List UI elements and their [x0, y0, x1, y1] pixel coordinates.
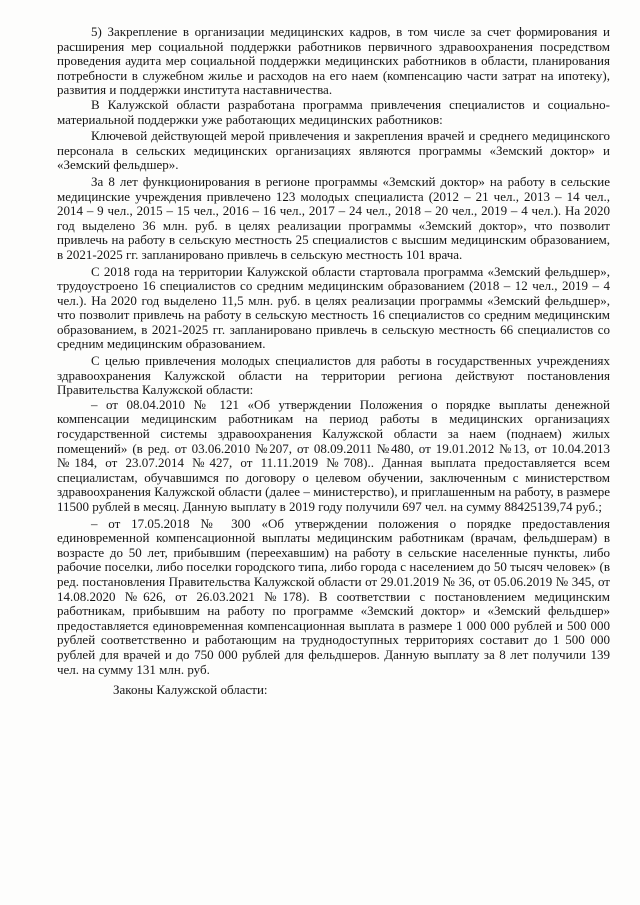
paragraph-program-intro: В Калужской области разработана программа привлечения специалистов и социально-материальной поддержки уже работающих медицинских работников: [57, 96, 610, 127]
paragraph-government-resolutions: С целью привлечения молодых специалистов для работы в государственных учреждениях здравоохранения Калужской области на территории региона действуют постановления Правительства Калужской области: [57, 353, 610, 398]
paragraph-zemsky-feldsher: С 2018 года на территории Калужской области стартовала программа «Земский фельдшер», трудоустроено 16 специалистов со средним медицинским образованием (2018 – 12 чел., 2019 – 4 чел.). На 2020 год выделено 11,5 млн. руб. в целях реализации программы «Земский фельдшер», что позволит привлечь на работу в сельскую местность 16 специалистов со средним медицинским образованием, в 2021-2025 гг. запланировано привлечь в сельскую местность 66 специалистов со средним медицинским образованием. [57, 263, 610, 352]
paragraph-key-measure: Ключевой действующей мерой привлечения и закрепления врачей и среднего медицинского персонала в сельских медицинских организациях являются программы «Земский доктор» и «Земский фельдшер». [57, 128, 610, 173]
paragraph-zemsky-doctor: За 8 лет функционирования в регионе программы «Земский доктор» на работу в сельские медицинские учреждения привлечено 123 молодых специалиста (2012 – 21 чел., 2013 – 14 чел., 2014 – 9 чел., 2015 – 15 чел., 2016 – 16 чел., 2017 – 24 чел., 2018 – 20 чел., 2019 – 4 чел.). На 2020 год выделено 36 млн. руб. в целях реализации программы «Земский доктор», что позволит привлечь на работу в сельскую местность 25 специалистов с высшим медицинским образованием, в 2021-2025 гг. запланировано привлечь в сельскую местность 101 врача. [57, 173, 610, 262]
list-item-resolution-300: – от 17.05.2018 № 300 «Об утверждении положения о порядке предоставления единовременной компенсационной выплаты медицинским работникам (врачам, фельдшерам) в возрасте до 50 лет, прибывшим (переехавшим) на работу в сельские населенные пункты, либо рабочие поселки, либо поселки городского типа, либо города с населением до 50 тысяч человек» (в ред. постановления Правительства Калужской области от 29.01.2019 № 36, от 05.06.2019 № 345, от 14.08.2020 №626, от 26.03.2021 №178). В соответствии с постановлением медицинским работникам, прибывшим на работу по программе «Земский доктор» и «Земский фельдшер» предоставляется единовременная компенсационная выплата в размере 1 000 000 рублей и 500 000 рублей соответственно и работающим на труднодоступных территориях составит до 1 500 000 рублей для врачей и до 750 000 рублей для фельдшеров. Данную выплату за 8 лет получили 139 чел. на сумму 131 млн. руб. [57, 515, 610, 677]
list-item-resolution-121: – от 08.04.2010 № 121 «Об утверждении Положения о порядке выплаты денежной компенсации медицинским работникам на период работы в медицинских организациях государственной системы здравоохранения Калужской области за наем (поднаем) жилых помещений» (в ред. от 03.06.2010 №207, от 08.09.2011 №480, от 19.01.2012 №13, от 10.04.2013 №184, от 23.07.2014 №427, от 11.11.2019 №708).. Данная выплата предоставляется всем специалистам, обучавшимся по договору о целевом обучении, заключенным с министерством здравоохранения Калужской области (далее – министерство), и приглашенным на работу, в размере 11500 рублей в месяц. Данную выплату в 2019 году получили 697 чел. на сумму 88425139,74 руб.; [57, 396, 610, 514]
paragraph-personnel-retention: 5) Закрепление в организации медицинских кадров, в том числе за счет формирования и расширения мер социальной поддержки работников первичного здравоохранения посредством проведения аудита мер социальной поддержки медицинских работников в области, планирования потребности в служебном жилье и расходов на его наем (компенсацию части затрат на ипотеку), развития и поддержки института наставничества. [57, 24, 610, 98]
paragraph-regional-laws: Законы Калужской области: [113, 682, 268, 698]
